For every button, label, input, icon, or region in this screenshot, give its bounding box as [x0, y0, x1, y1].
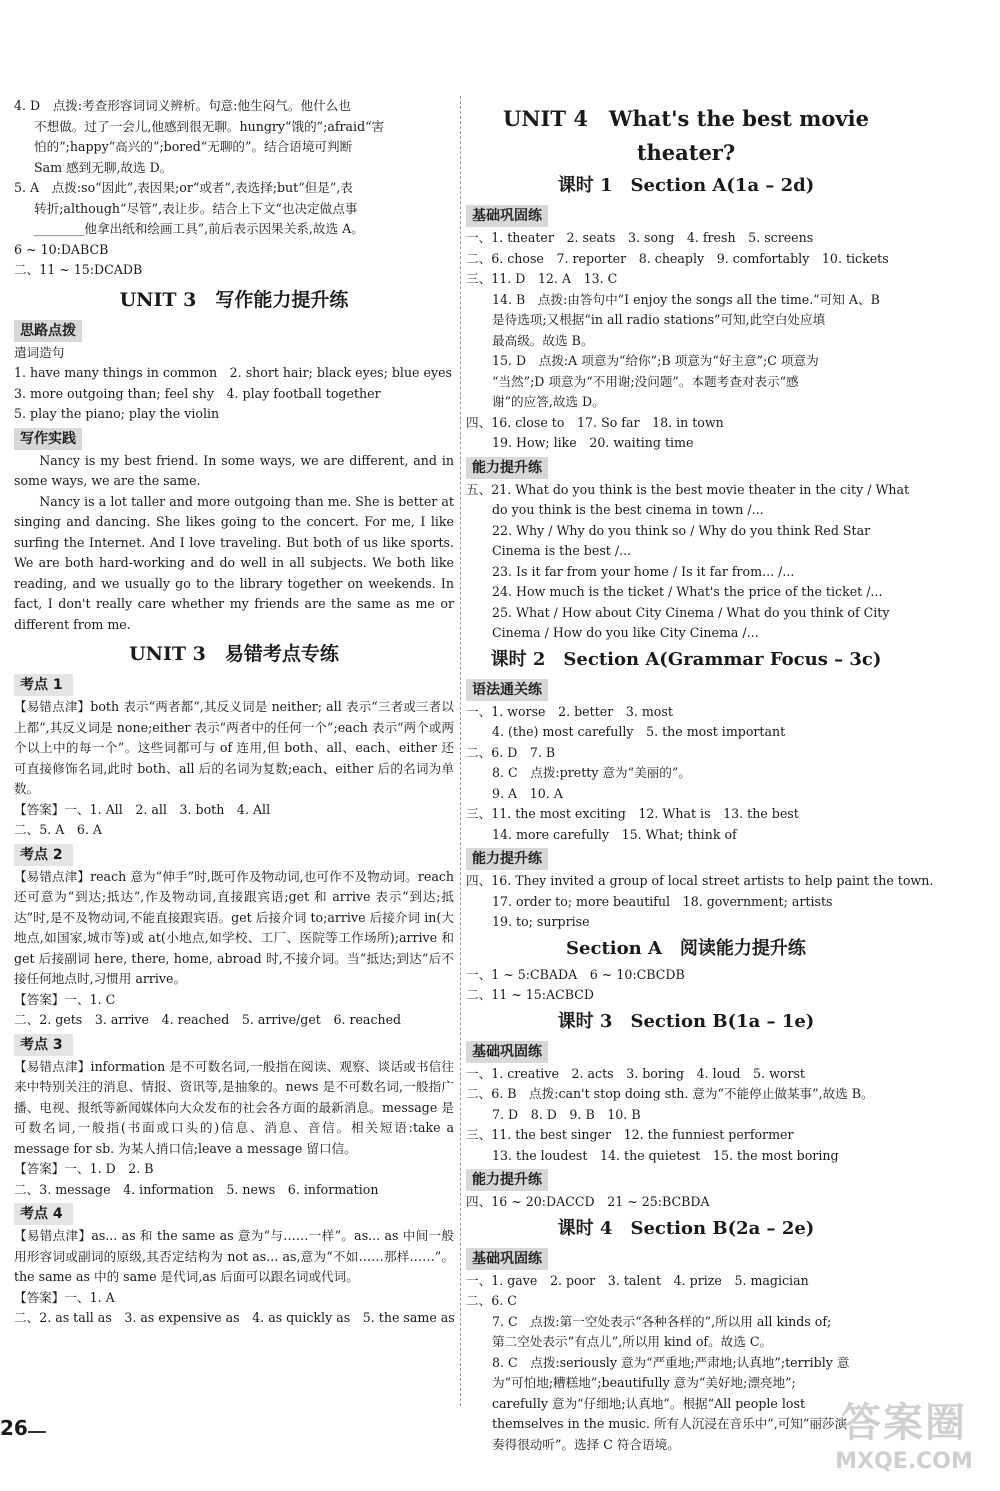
section-label — [14, 425, 454, 451]
answer-line: 二、2. as tall as 3. as expensive as 4. as quickly as 5. the same as — [14, 1310, 455, 1325]
answer-line: 3. more outgoing than; feel shy 4. play football together — [14, 385, 381, 401]
answer-line: 最高级。故选 B。 — [492, 332, 594, 348]
answer-line: 四、16. close to 17. So far 18. in town — [466, 414, 724, 430]
section-label — [466, 1245, 906, 1271]
answer-line: 怕的”;happy“高兴的”;bored“无聊的”。结合语境可判断 — [34, 139, 353, 154]
paragraph: 【易错点津】both 表示“两者都”,其反义词是 neither; all 表示“三者或三者以上都”,其反义词是 none;either 表示“两者中的任何一个”;each 表示“两个或两个以上中的每一个”。这些词都可与 of 连用,但 both、all、each、either 还可直接修饰名词,此时 both、all 后的名词为复数;each、either 后的名词为单数。 — [14, 699, 454, 796]
answer-line: 24. How much is the ticket / What's the price of the ticket /... — [492, 584, 883, 599]
answer-line: 一、1 ~ 5:CBADA 6 ~ 10:CBCDB — [466, 966, 685, 982]
answer-line: 14. more carefully 15. What; think of — [492, 826, 737, 842]
answer-line: Cinema / How do you like City Cinema /... — [492, 625, 759, 640]
section-label — [466, 454, 906, 480]
answer-line: 不想做。过了一会儿,他感到很无聊。hungry“饿的”;afraid“害 — [34, 118, 385, 134]
page-number-rule — [28, 1431, 46, 1433]
answer-line: 三、11. the best singer 12. the funniest performer — [466, 1127, 794, 1142]
answer-line: 7. C 点拨:第一空处表示“各种各样的”,所以用 all kinds of; — [492, 1313, 832, 1329]
answer-line: Sam 感到无聊,故选 D。 — [34, 159, 173, 175]
answer-line: 四、16. They invited a group of local street artists to help paint the town. — [466, 873, 934, 888]
answer-line: 二、11 ~ 15:ACBCD — [466, 987, 594, 1002]
answer-line: 4. (the) most carefully 5. the most important — [492, 724, 786, 739]
answer-line: 二、3. message 4. information 5. news 6. information — [14, 1181, 379, 1197]
answer-line: 遣词造句 — [14, 344, 65, 360]
answer-line: 一、1. gave 2. poor 3. talent 4. prize 5. magician — [466, 1272, 809, 1288]
section-label-text: 写作实践 — [14, 428, 82, 450]
section-label — [466, 676, 906, 702]
paragraph: 【易错点津】information 是不可数名词,一般指在阅读、观察、谈话或书信往来中特别关注的消息、情报、资讯等,是抽象的。news 是不可数名词,一般指广播、电视、报纸等新闻媒体向大众发布的社会各方面的最新消息。message 是可数名词,一般指(书面或口头的)信息、消息、音信。相关短语:take a message for sb. 为某人捎口信;leave a message 留口信。 — [14, 1058, 454, 1156]
unit-heading: UNIT 3 易错考点专练 — [129, 643, 339, 665]
key-point-label-text: 考点 2 — [14, 844, 73, 866]
section-label-text: 能力提升练 — [466, 848, 548, 870]
answer-line: do you think is the best cinema in town /... — [492, 502, 764, 517]
answer-line: 三、11. the most exciting 12. What is 13. the best — [466, 806, 799, 821]
answer-line: carefully 意为“仔细地;认真地”。根据“All people lost — [492, 1395, 805, 1411]
answer-line: 【答案】一、1. C — [14, 991, 116, 1007]
section-label-text: 基础巩固练 — [466, 205, 548, 227]
answer-line: 19. How; like 20. waiting time — [492, 435, 694, 450]
answer-line: 一、1. creative 2. acts 3. boring 4. loud 5. worst — [466, 1065, 805, 1081]
answer-line: 转折;although“尽管”,表让步。结合上下文“也决定做点事 — [34, 200, 358, 216]
answer-line: 二、6. chose 7. reporter 8. cheaply 9. comfortably 10. tickets — [466, 250, 889, 266]
paragraph: 【易错点津】reach 意为“伸手”时,既可作及物动词,也可作不及物动词。reach 还可意为“到达;抵达”,作及物动词,直接跟宾语;get 和 arrive 表示“到达;抵达”时,是不及物动词,不能直接跟宾语。get 后接介词 to;arrive 后接介词 in(大地点,如国家,城市等)或 at(小地点,如学校、工厂、医院等工作场所);arrive 和 get 后接副词 here, there, home, abroad 时,不接介词。当“抵达;到达”后不接任何地点时,习惯用 arrive。 — [14, 868, 454, 986]
watermark-text: 答案圈 — [841, 1400, 967, 1446]
watermark-url: MXQE.COM — [835, 1449, 973, 1474]
answer-line: 17. order to; more beautiful 18. government; artists — [492, 893, 833, 909]
answer-line: 6 ~ 10:DABCB — [14, 241, 109, 257]
section-label — [14, 317, 454, 343]
section-label — [466, 1166, 906, 1192]
answer-line: 【答案】一、1. A — [14, 1289, 115, 1305]
answer-line: 为“可怕地;糟糕地”;beautifully 意为“美好地;漂亮地”; — [492, 1375, 796, 1390]
lesson-heading: 课时 2 Section A(Grammar Focus – 3c) — [490, 648, 882, 670]
answer-line: 1. have many things in common 2. short hair; black eyes; blue eyes — [14, 365, 453, 380]
key-point-label — [14, 1031, 454, 1057]
section-label-text: 思路点拨 — [14, 320, 82, 342]
key-point-label-text: 考点 1 — [14, 674, 73, 696]
answer-line: 4. D 点拨:考查形容词词义辨析。句意:他生闷气。他什么也 — [14, 98, 351, 113]
lesson-heading: 课时 4 Section B(2a – 2e) — [557, 1217, 815, 1239]
key-point-label-text: 考点 4 — [14, 1203, 73, 1225]
key-point-label — [14, 671, 454, 697]
answer-line: 一、1. worse 2. better 3. most — [466, 703, 673, 719]
answer-line: 5. play the piano; play the violin — [14, 406, 220, 421]
answer-line: 9. A 10. A — [492, 785, 563, 801]
answer-line: 二、6. B 点拨:can't stop doing sth. 意为“不能停止做某事”,故选 B。 — [466, 1086, 874, 1101]
answer-line: 23. Is it far from your home / Is it far from... /... — [492, 563, 795, 579]
answer-line: 7. D 8. D 9. B 10. B — [492, 1106, 641, 1122]
key-point-label-text: 考点 3 — [14, 1034, 73, 1056]
answer-line: 19. to; surprise — [492, 914, 590, 929]
answer-line: ________他拿出纸和绘画工具”,前后表示因果关系,故选 A。 — [34, 221, 364, 236]
key-point-label — [14, 1200, 454, 1226]
paragraph: Nancy is a lot taller and more outgoing than me. She is better at singing and dancing. She likes going to the concert. For me, I like surfing the Internet. And I love traveling. But both of us like sports. We are both hard-working and do well in all subjects. We both like reading, and we usually go to the library together on weekends. In fact, I don't really care whether my friends are the same as me or different from me. — [14, 493, 454, 632]
section-label — [466, 202, 906, 228]
watermark-logo — [814, 1399, 994, 1489]
answer-line: 五、21. What do you think is the best movie theater in the city / What — [466, 481, 910, 497]
answer-line: Cinema is the best /... — [492, 543, 632, 558]
answer-line: 【答案】一、1. All 2. all 3. both 4. All — [14, 801, 271, 817]
left-column — [14, 96, 454, 1329]
answer-line: 14. B 点拨:由答句中“I enjoy the songs all the time.”可知 A、B — [492, 291, 880, 307]
answer-line: 谢”的应答,故选 D。 — [492, 394, 605, 409]
answer-line: 8. C 点拨:pretty 意为“美丽的”。 — [492, 765, 691, 780]
paragraph: Nancy is my best friend. In some ways, we are different, and in some ways, we are the same. — [14, 452, 454, 488]
answer-line: 第二空处表示“有点儿”,所以用 kind of。故选 C。 — [492, 1334, 773, 1349]
unit-heading: UNIT 3 写作能力提升练 — [119, 288, 349, 311]
answer-line: 三、11. D 12. A 13. C — [466, 271, 618, 286]
paragraph: 【易错点津】as... as 和 the same as 意为“与……一样”。as... as 中间一般用形容词或副词的原级,其否定结构为 not as... as,意为“不如……那样……”。the same as 中的 same 是代词,as 后面可以跟名词或代词。 — [14, 1228, 454, 1284]
answer-line: 22. Why / Why do you think so / Why do you think Red Star — [492, 522, 871, 538]
answer-line: 25. What / How about City Cinema / What do you think of City — [492, 604, 890, 620]
answer-line: 一、1. theater 2. seats 3. song 4. fresh 5. screens — [466, 230, 814, 245]
lesson-heading: 课时 3 Section B(1a – 1e) — [557, 1010, 815, 1032]
answer-line: 8. C 点拨:seriously 意为“严重地;严肃地;认真地”;terribly 意 — [492, 1354, 850, 1370]
right-column — [466, 96, 934, 1455]
answer-line: “当然”;D 项意为“不用谢;没问题”。本题考查对表示“感 — [492, 373, 799, 389]
key-point-label — [14, 841, 454, 867]
section-label-text: 能力提升练 — [466, 457, 548, 479]
answer-line: 是待选项;又根据“in all radio stations”可知,此空白处应填 — [492, 312, 826, 327]
answer-line: 【答案】一、1. D 2. B — [14, 1161, 154, 1176]
answer-line: 二、11 ~ 15:DCADB — [14, 262, 143, 277]
column-divider — [460, 96, 461, 1406]
answer-line: 二、6. D 7. B — [466, 744, 556, 760]
section-label-text: 基础巩固练 — [466, 1248, 548, 1270]
answer-line: 二、6. C — [466, 1293, 517, 1308]
section-label-text: 能力提升练 — [466, 1169, 548, 1191]
answer-line: 13. the loudest 14. the quietest 15. the most boring — [492, 1147, 839, 1163]
answer-line: themselves in the music. 所有人沉浸在音乐中”,可知“丽莎演 — [492, 1416, 848, 1431]
lesson-heading: 课时 1 Section A(1a – 2d) — [557, 175, 815, 196]
answer-line: 二、5. A 6. A — [14, 822, 103, 837]
answer-line: 四、16 ~ 20:DACCD 21 ~ 25:BCBDA — [466, 1194, 710, 1209]
section-label-text: 基础巩固练 — [466, 1041, 548, 1063]
unit-heading: UNIT 4 What's the best movie theater? — [503, 106, 869, 165]
lesson-heading: Section A 阅读能力提升练 — [566, 937, 806, 959]
section-label — [466, 1038, 906, 1064]
answer-line: 二、2. gets 3. arrive 4. reached 5. arrive/get 6. reached — [14, 1012, 402, 1027]
answer-line: 5. A 点拨:so“因此”,表因果;or“或者”,表选择;but“但是”,表 — [14, 180, 353, 195]
section-label — [466, 845, 906, 871]
page-number: 26 — [0, 1416, 28, 1440]
answer-line: 奏得很动听”。选择 C 符合语境。 — [492, 1436, 680, 1452]
answer-line: 15. D 点拨:A 项意为“给你”;B 项意为“好主意”;C 项意为 — [492, 353, 819, 368]
section-label-text: 语法通关练 — [466, 679, 548, 701]
